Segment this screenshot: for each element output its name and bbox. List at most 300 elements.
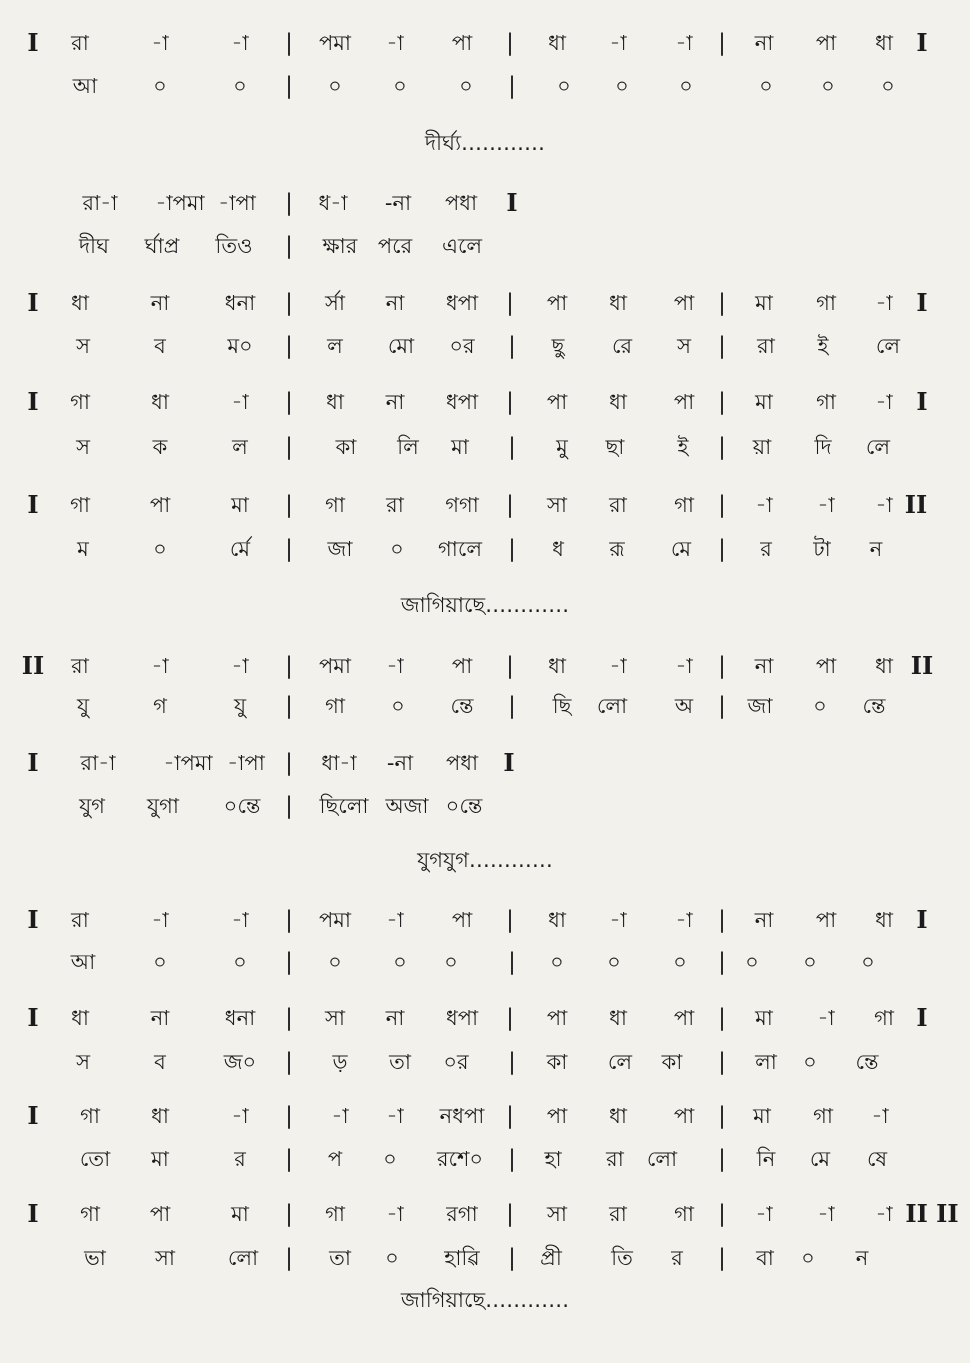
- bar-divider: |: [285, 653, 293, 679]
- swara-note: পা: [815, 31, 837, 55]
- notation-row-14: [0, 902, 970, 938]
- swara-note: -া: [151, 654, 169, 678]
- swara-note: -া: [386, 908, 404, 932]
- bar-divider: |: [285, 233, 293, 259]
- lyric-row-21: [0, 1240, 970, 1276]
- swara-note: -া: [609, 654, 627, 678]
- bar-divider: |: [508, 73, 516, 99]
- swara-note: -া: [755, 493, 773, 517]
- bar-divider: |: [718, 389, 726, 415]
- section-caption-3: যুগযুগ…………: [417, 848, 553, 872]
- section-caption-4: জাগিয়াছে…………: [400, 1288, 570, 1312]
- lyric-syllable: ০: [459, 74, 473, 98]
- bar-marker: I: [27, 1003, 39, 1032]
- lyric-syllable: ০: [233, 74, 247, 98]
- lyric-syllable: ০: [391, 694, 405, 718]
- bar-divider: |: [508, 536, 516, 562]
- lyric-syllable: যুগা: [147, 794, 179, 818]
- swara-note: গা: [70, 493, 90, 517]
- bar-divider: |: [718, 949, 726, 975]
- bar-divider: |: [285, 73, 293, 99]
- lyric-syllable: গালে: [438, 537, 482, 561]
- lyric-syllable: লে: [875, 334, 901, 358]
- bar-divider: |: [508, 1245, 516, 1271]
- swara-note: -া: [231, 654, 249, 678]
- swara-note: না: [385, 1006, 405, 1030]
- lyric-syllable: বা: [756, 1246, 774, 1270]
- lyric-syllable: হাৱি: [444, 1246, 480, 1270]
- swara-note: না: [150, 1006, 170, 1030]
- notation-row-8: [0, 487, 970, 523]
- lyric-syllable: ০র: [449, 334, 475, 358]
- swara-note: -া: [386, 1202, 404, 1226]
- swara-note: রা: [71, 654, 89, 678]
- lyric-syllable: লে: [607, 1050, 633, 1074]
- bar-marker: I: [27, 1199, 39, 1228]
- swara-note: ধা: [875, 654, 893, 678]
- swara-note: -া: [386, 654, 404, 678]
- lyric-syllable: লো: [646, 1147, 678, 1171]
- bar-divider: |: [508, 693, 516, 719]
- swara-note: মা: [755, 291, 773, 315]
- lyric-syllable: ড়: [332, 1050, 348, 1074]
- swara-note: না: [385, 291, 405, 315]
- bar-marker: I: [27, 1101, 39, 1130]
- lyric-row-1: [0, 68, 970, 104]
- lyric-syllable: ম০: [227, 334, 253, 358]
- lyric-syllable: মা: [451, 435, 469, 459]
- bar-divider: |: [508, 1049, 516, 1075]
- swara-note: পা: [815, 908, 837, 932]
- swara-note: গা: [325, 493, 345, 517]
- swara-note: গা: [813, 1104, 833, 1128]
- lyric-syllable: ই: [817, 334, 829, 358]
- bar-divider: |: [285, 536, 293, 562]
- swara-note: পা: [673, 1104, 695, 1128]
- lyric-syllable: মা: [151, 1147, 169, 1171]
- swara-note: ধা: [326, 390, 344, 414]
- bar-divider: |: [285, 793, 293, 819]
- swara-note: -না: [386, 751, 414, 775]
- swara-note: পা: [451, 31, 473, 55]
- swara-note: -া: [675, 31, 693, 55]
- bar-divider: |: [508, 1146, 516, 1172]
- bar-divider: |: [506, 30, 514, 56]
- bar-divider: |: [508, 434, 516, 460]
- swara-note: র্সা: [325, 291, 345, 315]
- lyric-row-19: [0, 1141, 970, 1177]
- lyric-syllable: ষে: [866, 1147, 888, 1171]
- bar-divider: |: [718, 536, 726, 562]
- lyric-syllable: যু: [76, 694, 90, 718]
- lyric-syllable: স: [76, 334, 90, 358]
- swara-note: -া: [875, 1202, 893, 1226]
- swara-note: না: [754, 908, 774, 932]
- bar-divider: |: [506, 1005, 514, 1031]
- lyric-syllable: ল: [232, 435, 248, 459]
- lyric-row-11: [0, 688, 970, 724]
- swara-note: রগা: [446, 1202, 478, 1226]
- lyric-syllable: ন্তে: [855, 1050, 879, 1074]
- bar-divider: |: [285, 333, 293, 359]
- lyric-syllable: ন্তে: [450, 694, 474, 718]
- lyric-syllable: ক্ষার: [322, 234, 358, 258]
- lyric-syllable: স: [76, 1050, 90, 1074]
- swara-note: মা: [753, 1104, 771, 1128]
- lyric-syllable: ই: [677, 435, 689, 459]
- swara-note: সা: [547, 1202, 567, 1226]
- lyric-syllable: র: [671, 1246, 683, 1270]
- swara-note: গা: [80, 1104, 100, 1128]
- swara-note: নধপা: [439, 1104, 485, 1128]
- lyric-syllable: ৰ্ঘাপ্র: [144, 234, 180, 258]
- bar-divider: |: [285, 389, 293, 415]
- bar-marker: II: [21, 651, 45, 680]
- swara-note: ধা: [875, 908, 893, 932]
- bar-marker: I: [916, 1003, 928, 1032]
- bar-divider: |: [718, 1146, 726, 1172]
- bar-divider: |: [718, 1201, 726, 1227]
- bar-divider: |: [506, 907, 514, 933]
- lyric-syllable: ০: [233, 950, 247, 974]
- lyric-syllable: ০: [679, 74, 693, 98]
- swara-note: রা-া: [82, 191, 118, 215]
- swara-note: রা: [609, 493, 627, 517]
- swara-note: -াপা: [227, 751, 265, 775]
- bar-divider: |: [285, 1005, 293, 1031]
- lyric-syllable: জা: [747, 694, 773, 718]
- lyric-row-17: [0, 1044, 970, 1080]
- bar-marker: II II: [905, 1199, 959, 1228]
- lyric-syllable: ০: [328, 950, 342, 974]
- swara-note: রা: [609, 1202, 627, 1226]
- lyric-syllable: সা: [155, 1246, 175, 1270]
- bar-divider: |: [285, 492, 293, 518]
- swara-note: গা: [674, 493, 694, 517]
- bar-divider: |: [285, 1201, 293, 1227]
- bar-divider: |: [506, 653, 514, 679]
- lyric-row-9: [0, 531, 970, 567]
- swara-note: ধা: [548, 908, 566, 932]
- notation-row-18: [0, 1098, 970, 1134]
- lyric-syllable: টা: [813, 537, 831, 561]
- lyric-row-13: [0, 788, 970, 824]
- swara-note: -া: [817, 493, 835, 517]
- swara-note: ধপা: [445, 291, 479, 315]
- lyric-syllable: ০: [803, 950, 817, 974]
- lyric-row-7: [0, 429, 970, 465]
- swara-note: মা: [231, 1202, 249, 1226]
- notation-row-10: [0, 648, 970, 684]
- swara-note: পমা: [318, 31, 352, 55]
- lyric-syllable: ০: [153, 950, 167, 974]
- swara-note: -া: [875, 291, 893, 315]
- lyric-syllable: প: [327, 1147, 343, 1171]
- swara-note: ধা: [548, 31, 566, 55]
- lyric-syllable: লো: [227, 1246, 259, 1270]
- bar-divider: |: [718, 290, 726, 316]
- lyric-syllable: মে: [809, 1147, 831, 1171]
- lyric-syllable: লি: [397, 435, 419, 459]
- swara-note: -া: [231, 908, 249, 932]
- swara-note: ধনা: [224, 1006, 256, 1030]
- lyric-syllable: যুগ: [79, 794, 105, 818]
- lyric-syllable: র: [760, 537, 772, 561]
- swara-note: গা: [674, 1202, 694, 1226]
- lyric-syllable: ছিলো: [319, 794, 369, 818]
- bar-marker: I: [27, 490, 39, 519]
- lyric-row-5: [0, 328, 970, 364]
- swara-note: -া: [871, 1104, 889, 1128]
- lyric-syllable: ধ: [552, 537, 564, 561]
- lyric-syllable: ন্তে: [862, 694, 886, 718]
- lyric-syllable: কা: [661, 1050, 683, 1074]
- lyric-syllable: রা: [606, 1147, 624, 1171]
- swara-note: -া: [817, 1006, 835, 1030]
- notation-row-6: [0, 384, 970, 420]
- swara-note: পা: [546, 1006, 568, 1030]
- swara-note: গা: [80, 1202, 100, 1226]
- lyric-syllable: ০: [385, 1246, 399, 1270]
- swara-note: ধা: [151, 1104, 169, 1128]
- lyric-syllable: ০: [153, 537, 167, 561]
- bar-divider: |: [285, 750, 293, 776]
- bar-divider: |: [285, 290, 293, 316]
- lyric-row-15: [0, 944, 970, 980]
- swara-note: সা: [325, 1006, 345, 1030]
- lyric-syllable: ছা: [605, 435, 625, 459]
- bar-divider: |: [718, 434, 726, 460]
- bar-divider: |: [285, 693, 293, 719]
- lyric-syllable: ০: [328, 74, 342, 98]
- lyric-syllable: রূ: [609, 537, 625, 561]
- lyric-syllable: ব: [154, 334, 166, 358]
- lyric-syllable: ০: [861, 950, 875, 974]
- bar-divider: |: [718, 333, 726, 359]
- lyric-syllable: লে: [865, 435, 891, 459]
- lyric-syllable: যু: [233, 694, 247, 718]
- swara-note: গা: [874, 1006, 894, 1030]
- lyric-syllable: ০: [390, 537, 404, 561]
- lyric-syllable: কা: [335, 435, 357, 459]
- bar-divider: |: [506, 1103, 514, 1129]
- bar-marker: II: [904, 490, 928, 519]
- swara-note: না: [754, 654, 774, 678]
- bar-marker: I: [506, 188, 518, 217]
- swara-note: পা: [451, 654, 473, 678]
- swara-note: পা: [673, 1006, 695, 1030]
- swara-note: পা: [149, 1202, 171, 1226]
- swara-note: ধা: [875, 31, 893, 55]
- lyric-syllable: ০: [557, 74, 571, 98]
- swara-note: ধনা: [224, 291, 256, 315]
- notation-row-12: [0, 745, 970, 781]
- swara-note: -া: [609, 31, 627, 55]
- swara-note: গা: [325, 1202, 345, 1226]
- swara-note: -া: [386, 1104, 404, 1128]
- swara-note: রা: [71, 31, 89, 55]
- swara-note: -া: [151, 31, 169, 55]
- lyric-syllable: ছি: [552, 694, 572, 718]
- bar-marker: I: [916, 387, 928, 416]
- lyric-syllable: রশে০: [436, 1147, 484, 1171]
- lyric-syllable: ভা: [84, 1246, 106, 1270]
- lyric-syllable: আ: [72, 74, 98, 98]
- lyric-syllable: ন: [855, 1246, 869, 1270]
- bar-divider: |: [285, 190, 293, 216]
- notation-row-4: [0, 285, 970, 321]
- swara-note: পা: [149, 493, 171, 517]
- swara-note: -া: [331, 1104, 349, 1128]
- notation-row-0: [0, 25, 970, 61]
- lyric-syllable: তা: [329, 1246, 351, 1270]
- bar-marker: I: [27, 387, 39, 416]
- swara-note: -া: [151, 908, 169, 932]
- swara-note: -া: [875, 493, 893, 517]
- lyric-syllable: মু: [556, 435, 568, 459]
- bar-divider: |: [285, 1146, 293, 1172]
- lyric-syllable: পরে: [377, 234, 413, 258]
- swara-note: পধা: [445, 751, 479, 775]
- swara-note: মা: [755, 390, 773, 414]
- swara-note: মা: [755, 1006, 773, 1030]
- bar-divider: |: [506, 389, 514, 415]
- lyric-syllable: ০: [550, 950, 564, 974]
- bar-divider: |: [285, 1245, 293, 1271]
- bar-divider: |: [285, 949, 293, 975]
- lyric-syllable: ০ন্তে: [445, 794, 483, 818]
- lyric-syllable: রা: [757, 334, 775, 358]
- lyric-syllable: গা: [325, 694, 345, 718]
- bar-divider: |: [506, 1201, 514, 1227]
- notation-row-20: [0, 1196, 970, 1232]
- swara-note: -া: [231, 31, 249, 55]
- lyric-syllable: তো: [79, 1147, 111, 1171]
- swara-note: পা: [546, 1104, 568, 1128]
- bar-divider: |: [718, 653, 726, 679]
- swara-note: না: [754, 31, 774, 55]
- notation-row-2: [0, 185, 970, 221]
- lyric-syllable: ০: [759, 74, 773, 98]
- lyric-syllable: হা: [544, 1147, 562, 1171]
- bar-marker: I: [27, 28, 39, 57]
- swara-note: রা-া: [80, 751, 116, 775]
- swara-note: ধা: [71, 1006, 89, 1030]
- swara-note: সা: [547, 493, 567, 517]
- swara-note: পমা: [318, 908, 352, 932]
- lyric-syllable: ০ন্তে: [223, 794, 261, 818]
- swara-note: -া: [386, 31, 404, 55]
- swara-note: -া: [675, 654, 693, 678]
- swara-note: গা: [816, 390, 836, 414]
- lyric-syllable: ০: [153, 74, 167, 98]
- swara-note: -াপমা: [155, 191, 205, 215]
- lyric-syllable: ক: [152, 435, 168, 459]
- lyric-syllable: মে: [670, 537, 692, 561]
- swara-note: রা: [71, 908, 89, 932]
- swara-note: পা: [546, 390, 568, 414]
- bar-divider: |: [508, 333, 516, 359]
- lyric-syllable: অ: [674, 694, 694, 718]
- bar-divider: |: [718, 30, 726, 56]
- swara-note: ধা: [609, 390, 627, 414]
- bar-divider: |: [285, 30, 293, 56]
- bar-marker: I: [916, 288, 928, 317]
- swara-note: -া: [755, 1202, 773, 1226]
- bar-divider: |: [285, 907, 293, 933]
- swara-note: ধা: [548, 654, 566, 678]
- lyric-syllable: র্মে: [229, 537, 251, 561]
- lyric-syllable: ম: [77, 537, 89, 561]
- swara-note: -া: [817, 1202, 835, 1226]
- lyric-syllable: য়া: [752, 435, 772, 459]
- lyric-syllable: তা: [389, 1050, 411, 1074]
- swara-note: ধপা: [445, 1006, 479, 1030]
- lyric-syllable: ০: [745, 950, 759, 974]
- swara-note: -া: [609, 908, 627, 932]
- bar-divider: |: [285, 1103, 293, 1129]
- swara-note: পা: [451, 908, 473, 932]
- bar-marker: II: [910, 651, 934, 680]
- lyric-syllable: ০: [881, 74, 895, 98]
- swara-note: গগা: [445, 493, 479, 517]
- bar-divider: |: [718, 1005, 726, 1031]
- notation-row-16: [0, 1000, 970, 1036]
- bar-divider: |: [506, 290, 514, 316]
- bar-marker: I: [27, 748, 39, 777]
- lyric-syllable: ছু: [551, 334, 565, 358]
- lyric-syllable: ০: [393, 950, 407, 974]
- lyric-syllable: ০: [607, 950, 621, 974]
- swara-note: পা: [815, 654, 837, 678]
- lyric-syllable: লো: [596, 694, 628, 718]
- swara-note: মা: [231, 493, 249, 517]
- lyric-syllable: ০: [803, 1050, 817, 1074]
- swara-note: ধপা: [445, 390, 479, 414]
- bar-marker: I: [503, 748, 515, 777]
- swara-note: পা: [546, 291, 568, 315]
- lyric-syllable: অজা: [385, 794, 429, 818]
- swara-note: না: [150, 291, 170, 315]
- bar-marker: I: [27, 288, 39, 317]
- swara-note: গা: [816, 291, 836, 315]
- swara-note: পধা: [444, 191, 478, 215]
- swara-note: পমা: [318, 654, 352, 678]
- bar-marker: I: [916, 905, 928, 934]
- swara-note: -না: [384, 191, 412, 215]
- lyric-syllable: আ: [70, 950, 96, 974]
- swara-note: ধা: [609, 291, 627, 315]
- lyric-syllable: ০: [393, 74, 407, 98]
- lyric-syllable: ০: [444, 950, 458, 974]
- swara-note: ধা: [151, 390, 169, 414]
- lyric-syllable: তিও: [215, 234, 253, 258]
- lyric-syllable: নি: [756, 1147, 776, 1171]
- swara-note: রা: [386, 493, 404, 517]
- lyric-syllable: ০: [383, 1147, 397, 1171]
- lyric-syllable: কা: [546, 1050, 568, 1074]
- lyric-syllable: ব: [154, 1050, 166, 1074]
- bar-divider: |: [718, 1049, 726, 1075]
- swara-note: পা: [673, 390, 695, 414]
- bar-divider: |: [285, 434, 293, 460]
- lyric-syllable: ন: [869, 537, 883, 561]
- lyric-syllable: দীঘ: [78, 234, 110, 258]
- lyric-syllable: এলে: [441, 234, 483, 258]
- lyric-syllable: গ: [153, 694, 167, 718]
- swara-note: -া: [231, 390, 249, 414]
- swara-note: -াপমা: [163, 751, 213, 775]
